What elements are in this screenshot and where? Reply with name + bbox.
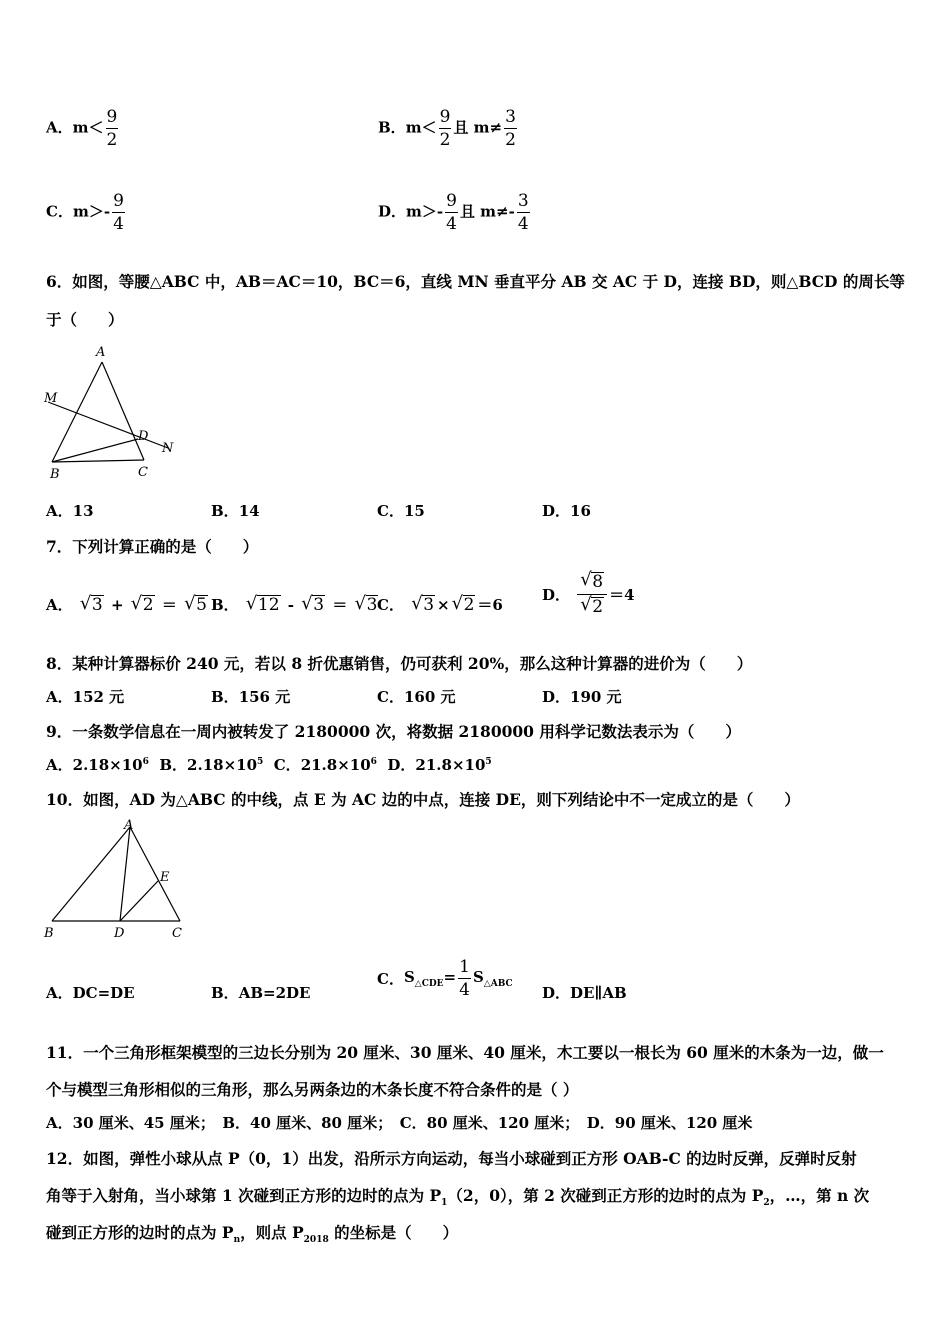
subscript: 1 bbox=[441, 1198, 448, 1209]
option-label: C． bbox=[377, 502, 404, 520]
sqrt: √ 2 bbox=[451, 593, 475, 615]
option-value: 190 元 bbox=[570, 688, 622, 706]
option-text: m＜ bbox=[72, 118, 104, 137]
option-value: 14 bbox=[238, 502, 260, 520]
numerator: 3 bbox=[517, 191, 529, 211]
sqrt: √ 2 bbox=[580, 594, 604, 617]
area-symbol bbox=[403, 968, 457, 989]
option-label: C． bbox=[377, 596, 404, 614]
option-label: D． bbox=[542, 984, 571, 1002]
segment-bd bbox=[52, 439, 138, 462]
numerator: 9 bbox=[446, 191, 457, 211]
q7-option-a bbox=[46, 594, 210, 615]
sqrt: √ 5 bbox=[184, 593, 207, 615]
denominator: 2 bbox=[106, 130, 118, 150]
option-value: 21.8×10 bbox=[415, 756, 486, 774]
numerator: 9 bbox=[439, 107, 451, 127]
exponent: 6 bbox=[370, 757, 377, 767]
option-value: 160 元 bbox=[403, 688, 456, 706]
radicand: 3 bbox=[313, 595, 325, 615]
option-label: A． bbox=[46, 984, 73, 1002]
option-value: DE∥AB bbox=[570, 984, 627, 1002]
line-mn bbox=[48, 402, 168, 448]
equals: ＝ bbox=[332, 596, 348, 614]
radicand: 12 bbox=[257, 595, 280, 615]
q6-option-a bbox=[46, 500, 94, 521]
q7-option-b bbox=[211, 594, 380, 615]
q6-stem-line2: 于（ ） bbox=[46, 310, 124, 329]
option-label: D． bbox=[378, 202, 407, 221]
subscript: 2 bbox=[763, 1198, 770, 1209]
q11-stem-line1: 11．一个三角形框架模型的三边长分别为 20 厘米、30 厘米、40 厘米，木工要以一根长为 60 厘米的木条为一边，做一 bbox=[46, 1043, 884, 1062]
sqrt: √ 8 bbox=[580, 569, 604, 592]
q10-stem: 10．如图，AD 为△ABC 的中线，点 E 为 AC 边的中点，连接 DE，则下列结论中不一定成立的是（ ） bbox=[46, 790, 800, 809]
exponent: 5 bbox=[257, 757, 264, 767]
q6-stem-line1 bbox=[46, 270, 905, 292]
fraction bbox=[504, 106, 517, 151]
label-e: E bbox=[160, 870, 170, 885]
option-label: C． bbox=[46, 202, 73, 221]
area-letter: S bbox=[403, 968, 415, 986]
subscript: n bbox=[233, 1235, 241, 1246]
q12-stem-line2 bbox=[46, 1184, 869, 1208]
fraction bbox=[517, 190, 530, 235]
label-c: C bbox=[172, 926, 182, 941]
label-a: A bbox=[96, 345, 106, 360]
q12-stem-line3 bbox=[46, 1221, 458, 1245]
q6-figure-triangle bbox=[40, 340, 180, 485]
option-text: 且 m≠ bbox=[453, 118, 503, 137]
operator: + bbox=[110, 596, 124, 614]
operator: - bbox=[287, 596, 295, 614]
q5-option-b bbox=[378, 106, 519, 151]
option-value: 156 元 bbox=[238, 688, 291, 706]
median-ad bbox=[120, 827, 130, 921]
option-label: B． bbox=[211, 502, 239, 520]
option-label: D． bbox=[542, 502, 571, 520]
exponent: 6 bbox=[142, 757, 149, 767]
radicand: 3 bbox=[91, 595, 103, 615]
option-label: A． bbox=[46, 502, 73, 520]
side-ac bbox=[102, 362, 144, 460]
option-label: A． bbox=[46, 756, 73, 774]
denominator: 4 bbox=[517, 214, 529, 234]
equals: ＝ bbox=[161, 596, 177, 614]
fraction bbox=[577, 570, 607, 619]
radicand: 8 bbox=[592, 572, 604, 592]
label-d: D bbox=[138, 429, 149, 444]
fraction bbox=[439, 106, 452, 151]
option-value: 152 元 bbox=[72, 688, 125, 706]
q5-option-c bbox=[46, 190, 127, 235]
option-text: m＜ bbox=[405, 118, 437, 137]
segment-de bbox=[120, 881, 158, 921]
option-value: 16 bbox=[570, 502, 591, 520]
denominator: 4 bbox=[446, 214, 457, 234]
q6-option-c bbox=[377, 500, 425, 521]
fraction bbox=[106, 106, 119, 151]
question-text: ，则点 P bbox=[240, 1223, 304, 1242]
denominator: 2 bbox=[505, 130, 516, 150]
q7-option-d bbox=[542, 570, 635, 619]
numerator bbox=[577, 570, 607, 595]
denominator: 4 bbox=[113, 214, 124, 234]
option-label: C． bbox=[377, 970, 404, 988]
option-label: C． bbox=[273, 756, 301, 774]
sqrt: √ 12 bbox=[245, 593, 280, 615]
fraction bbox=[445, 190, 458, 235]
label-b: B bbox=[44, 926, 54, 941]
q8-option-b bbox=[211, 686, 290, 707]
area-subscript: △CDE bbox=[414, 979, 444, 989]
side-bc bbox=[52, 460, 144, 462]
side-ac bbox=[130, 827, 180, 921]
label-d: D bbox=[114, 926, 125, 941]
q10-option-b bbox=[211, 982, 310, 1003]
q8-stem: 8．某种计算器标价 240 元，若以 8 折优惠销售，仍可获利 20%，那么这种计算器的进价为（ ） bbox=[46, 654, 753, 673]
q7-option-c bbox=[377, 594, 503, 615]
equals: ＝4 bbox=[609, 586, 635, 604]
option-label: D． bbox=[542, 586, 571, 604]
option-value: AB=2DE bbox=[238, 984, 311, 1002]
option-label: A． bbox=[46, 118, 73, 137]
equals: ＝6 bbox=[477, 596, 503, 614]
sqrt: √ 3 bbox=[411, 593, 435, 615]
sqrt: √ 3 bbox=[354, 593, 378, 615]
option-text: m＞- bbox=[72, 202, 111, 221]
radicand: 5 bbox=[196, 595, 207, 615]
subscript: 2018 bbox=[303, 1235, 329, 1246]
option-label: C． bbox=[377, 688, 404, 706]
q10-figure-triangle bbox=[40, 815, 190, 945]
question-text: 的坐标是（ ） bbox=[328, 1223, 459, 1242]
option-label: B． bbox=[211, 984, 239, 1002]
denominator: 4 bbox=[459, 980, 470, 1000]
option-value: 13 bbox=[72, 502, 94, 520]
q10-option-c bbox=[377, 956, 513, 1001]
option-label: B． bbox=[211, 688, 239, 706]
q8-option-a bbox=[46, 686, 124, 707]
side-ab bbox=[52, 827, 130, 921]
q8-option-d bbox=[542, 686, 622, 707]
sqrt: √ 2 bbox=[130, 593, 154, 615]
q5-option-d bbox=[378, 190, 532, 235]
numerator: 9 bbox=[106, 107, 118, 127]
label-c: C bbox=[138, 465, 148, 480]
label-b: B bbox=[50, 467, 60, 482]
fraction bbox=[458, 956, 471, 1001]
option-label: B． bbox=[378, 118, 406, 137]
radicand: 2 bbox=[463, 595, 475, 615]
q10-option-a bbox=[46, 982, 135, 1003]
option-label: D． bbox=[387, 756, 416, 774]
question-text: ，…，第 n 次 bbox=[769, 1186, 870, 1205]
option-value: 15 bbox=[403, 502, 425, 520]
option-label: A． bbox=[46, 596, 73, 614]
label-m: M bbox=[44, 391, 58, 406]
question-number: 6． bbox=[46, 272, 73, 291]
option-label: B． bbox=[211, 596, 239, 614]
option-label: D． bbox=[542, 688, 571, 706]
q5-option-a bbox=[46, 106, 120, 151]
side-ab bbox=[52, 362, 102, 462]
q9-stem: 9．一条数学信息在一周内被转发了 2180000 次，将数据 2180000 用科学记数法表示为（ ） bbox=[46, 722, 741, 741]
numerator: 3 bbox=[505, 107, 516, 127]
option-label: A． bbox=[46, 688, 73, 706]
q6-option-d bbox=[542, 500, 591, 521]
question-text: （2，0），第 2 次碰到正方形的边时的点为 P bbox=[447, 1186, 764, 1205]
option-label: B． bbox=[159, 756, 188, 774]
numerator: 9 bbox=[113, 191, 124, 211]
question-text: 角等于入射角，当小球第 1 次碰到正方形的边时的点为 P bbox=[46, 1186, 442, 1205]
radicand: 3 bbox=[366, 595, 378, 615]
denominator: 2 bbox=[439, 130, 451, 150]
equals: = bbox=[443, 968, 457, 986]
option-value: DC=DE bbox=[72, 984, 135, 1002]
q11-stem-line2: 个与模型三角形相似的三角形，那么另两条边的木条长度不符合条件的是（ ） bbox=[46, 1080, 579, 1099]
question-text: 碰到正方形的边时的点为 P bbox=[46, 1223, 234, 1242]
denominator bbox=[577, 595, 607, 619]
option-value: 2.18×10 bbox=[187, 756, 258, 774]
radicand: 3 bbox=[423, 595, 435, 615]
radicand: 2 bbox=[142, 595, 154, 615]
label-a: A bbox=[124, 818, 134, 833]
option-value: 21.8×10 bbox=[300, 756, 371, 774]
label-n: N bbox=[162, 441, 174, 456]
sqrt: √ 3 bbox=[301, 593, 325, 615]
question-text: 如图，等腰△ABC 中，AB＝AC＝10，BC＝6，直线 MN 垂直平分 AB 交 AC 于 D，连接 BD，则△BCD 的周长等 bbox=[72, 272, 905, 291]
q8-option-c bbox=[377, 686, 456, 707]
area-letter: S bbox=[472, 968, 484, 986]
area-subscript: △ABC bbox=[483, 979, 513, 989]
q7-stem: 7．下列计算正确的是（ ） bbox=[46, 537, 259, 556]
q6-option-b bbox=[211, 500, 260, 521]
option-value: 2.18×10 bbox=[72, 756, 143, 774]
area-symbol bbox=[472, 968, 513, 989]
q10-option-d bbox=[542, 982, 627, 1003]
exponent: 5 bbox=[485, 757, 492, 767]
option-text: m＞- bbox=[406, 202, 444, 221]
q11-options: A．30 厘米、45 厘米； B．40 厘米、80 厘米； C．80 厘米、120 厘米； D．90 厘米、120 厘米 bbox=[46, 1114, 753, 1132]
operator: × bbox=[437, 596, 450, 614]
option-text: 且 m≠- bbox=[459, 202, 515, 221]
numerator: 1 bbox=[459, 957, 470, 977]
sqrt: √ 3 bbox=[79, 593, 103, 615]
radicand: 2 bbox=[592, 597, 604, 617]
fraction bbox=[112, 190, 125, 235]
q12-stem-line1: 12．如图，弹性小球从点 P（0，1）出发，沿所示方向运动，每当小球碰到正方形 OAB-C 的边时反弹，反弹时反射 bbox=[46, 1149, 857, 1168]
q9-options bbox=[46, 754, 492, 775]
